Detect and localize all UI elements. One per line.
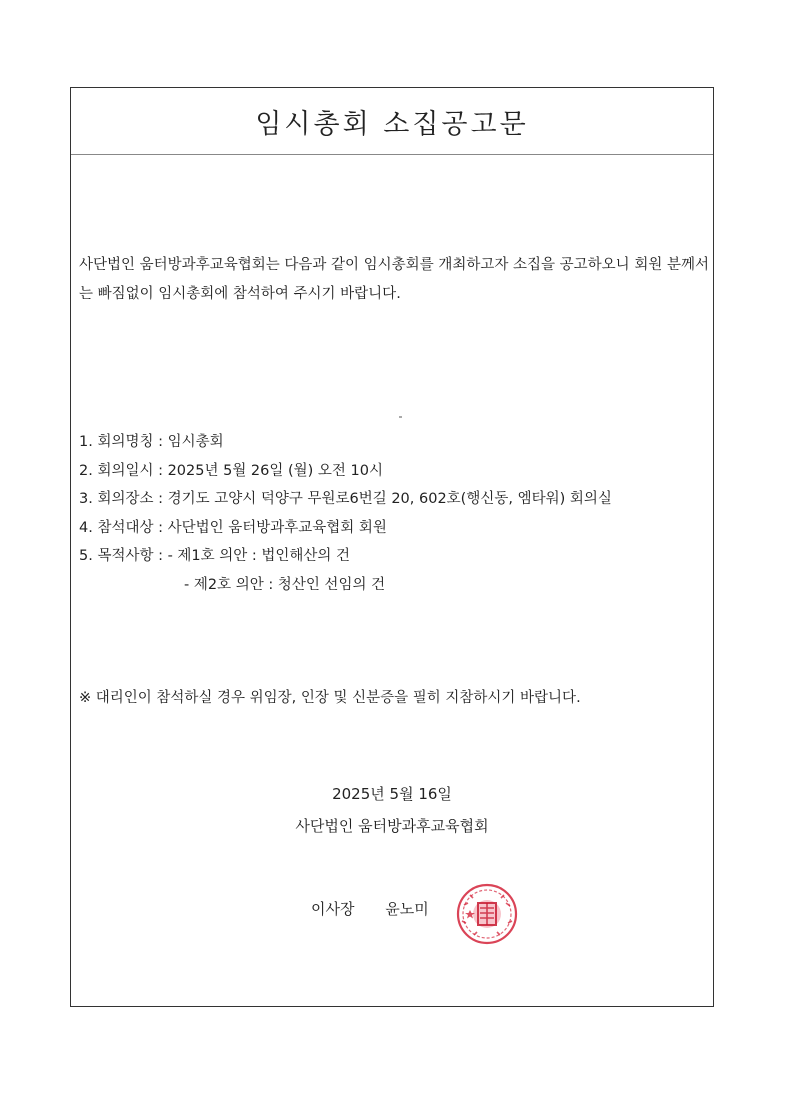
agenda-item-attendees: 4. 참석대상 : 사단법인 움터방과후교육협회 회원 xyxy=(79,519,387,536)
agenda-list xyxy=(79,428,709,599)
page-title: 임시총회 소집공고문 xyxy=(255,108,529,140)
intro-paragraph: 사단법인 움터방과후교육협회는 다음과 같이 임시총회를 개최하고자 소집을 공고하오니 회원 분께서는 빠짐없이 임시총회에 참석하여 주시기 바랍니다. xyxy=(79,257,709,302)
signer-name: 윤노미 xyxy=(385,900,429,918)
title-box xyxy=(71,88,713,155)
red-seal-icon xyxy=(456,883,518,945)
agenda-item-name: 1. 회의명칭 : 임시총회 xyxy=(79,434,224,450)
agenda-item-purpose-2: - 제2호 의안 : 청산인 선임의 건 xyxy=(184,576,386,593)
scan-speck xyxy=(399,416,402,418)
document-frame xyxy=(70,87,714,1007)
signature-line xyxy=(311,898,429,919)
signer-title: 이사장 xyxy=(311,900,355,918)
organization-name: 사단법인 움터방과후교육협회 xyxy=(295,817,489,835)
agenda-item-datetime: 2. 회의일시 : 2025년 5월 26일 (월) 오전 10시 xyxy=(79,462,384,479)
proxy-note: ※ 대리인이 참석하실 경우 위임장, 인장 및 신분증을 필히 지참하시기 바랍니다. xyxy=(79,690,581,706)
agenda-item-location: 3. 회의장소 : 경기도 고양시 덕양구 무원로6번길 20, 602호(행신동, 엠타워) 회의실 xyxy=(79,491,612,507)
notice-date: 2025년 5월 16일 xyxy=(332,785,452,803)
agenda-item-purpose: 5. 목적사항 : - 제1호 의안 : 법인해산의 건 xyxy=(79,548,351,564)
